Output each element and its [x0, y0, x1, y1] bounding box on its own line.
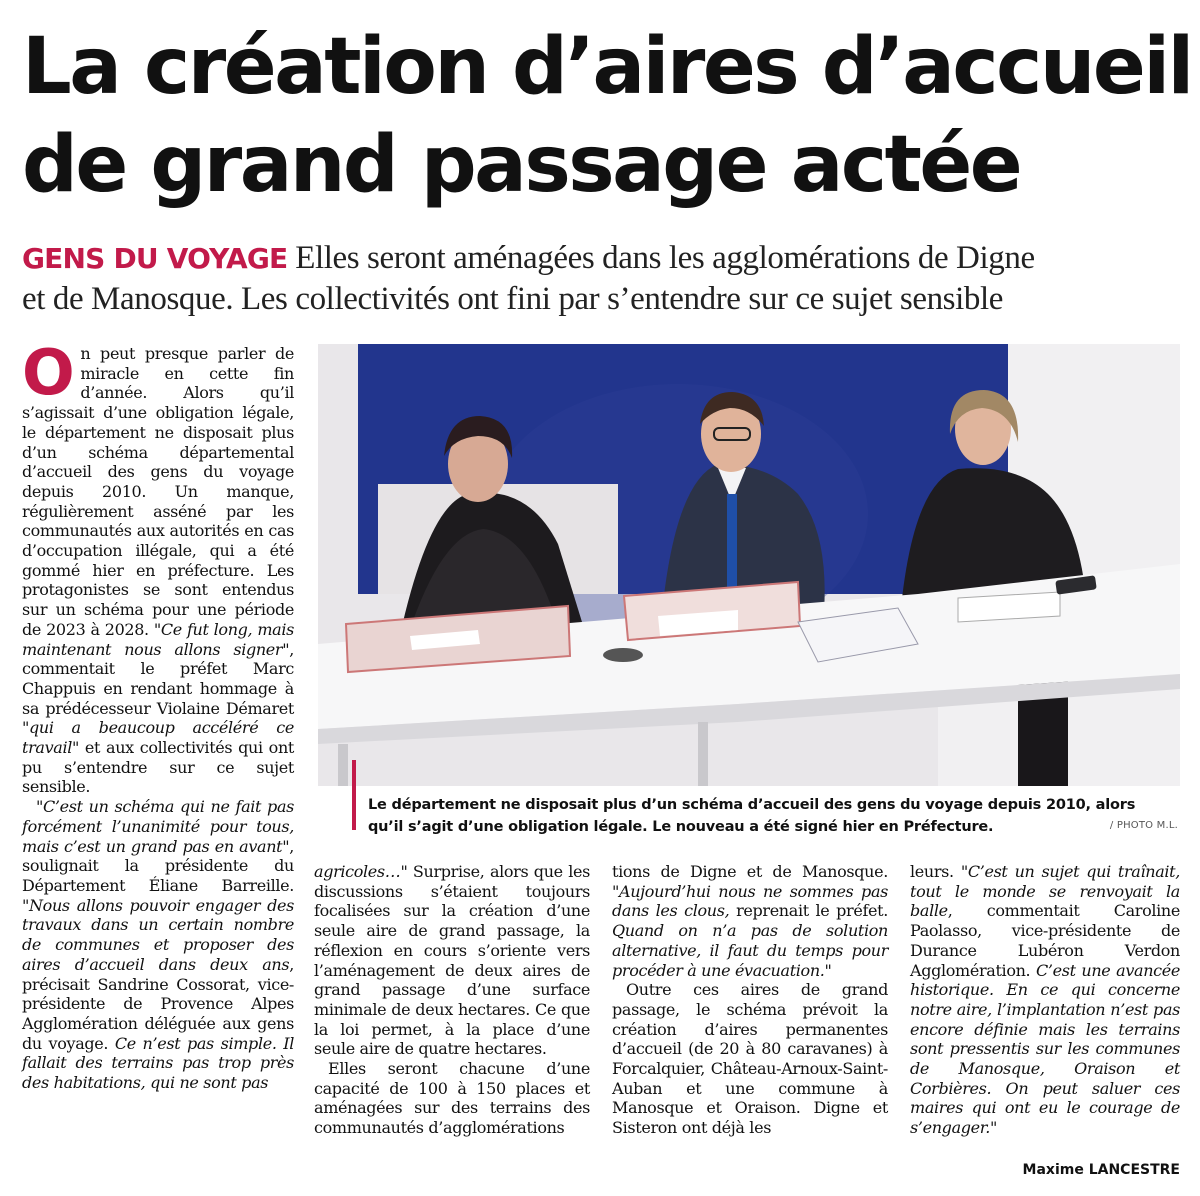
paragraph: Elles seront chacune d’une capacité de 100 à 150 places et aménagées sur des terrains des communautés d’agglomérations: [314, 1059, 590, 1138]
photo-credit: / PHOTO M.L.: [1109, 820, 1178, 831]
paragraph: agricoles…" Surprise, alors que les discussions s’étaient toujours focalisées sur la création d’une seule aire de grand passage, la réflexion en cours s’oriente vers l’aménagement de deux aires de grand passage d’une surface minimale de deux hectares. Ce que la loi permet, à la place d’une seule aire de quatre hectares.: [314, 862, 590, 1059]
article-column-3: [612, 862, 888, 1138]
headline: [22, 18, 1192, 214]
standfirst-line-1: [22, 238, 1182, 279]
byline: Maxime LANCESTRE: [1022, 1162, 1180, 1178]
paragraph: Outre ces aires de grand passage, le schéma prévoit la création d’aires permanentes d’accueil (de 20 à 80 caravanes) à Forcalquier, Château-Arnoux-Saint-Auban et une commune à Manosque et Oraison. Digne et Sisteron ont déjà les: [612, 980, 888, 1138]
headline-line-1: La création d’aires d’accueil: [22, 22, 1192, 112]
standfirst-line-2: et de Manosque. Les collectivités ont fini par s’entendre sur ce sujet sensible: [22, 281, 1004, 317]
signing-photo: [318, 344, 1180, 786]
headline-line-2: de grand passage actée: [22, 120, 1021, 210]
standfirst-text-1: Elles seront aménagées dans les agglomérations de Digne: [287, 240, 1035, 276]
paragraph: tions de Digne et de Manosque. "Aujourd’hui nous ne sommes pas dans les clous, reprenait le préfet. Quand on n’a pas de solution alternative, il faut du temps pour procéder à une évacuation.": [612, 862, 888, 980]
kicker: GENS DU VOYAGE: [22, 242, 288, 275]
paragraph: leurs. "C’est un sujet qui traînait, tout le monde se renvoyait la balle, commentait Caroline Paolasso, vice-présidente de Durance Lubéron Verdon Agglomération. C’est une avancée historique. En ce qui concerne notre aire, l’implantation n’est pas encore définie mais les terrains sont pressentis sur les communes de Manosque, Oraison et Corbières. On peut saluer ces maires qui ont eu le courage de s’engager.": [910, 862, 1180, 1138]
photo-caption: Le département ne disposait plus d’un schéma d’accueil des gens du voyage depuis 2010, alors qu’il s’agit d’une obligation légale. Le nouveau a été signé hier en Préfecture.: [368, 797, 1136, 835]
article-column-2: [314, 862, 590, 1138]
paragraph: "C’est un schéma qui ne fait pas forcément l’unanimité pour tous, mais c’est un grand pas en avant", soulignait la présidente du Département Éliane Barreille. "Nous allons pouvoir engager des travaux dans un certain nombre de communes et proposer des aires d’accueil dans deux ans, précisait Sandrine Cossorat, vice-présidente de Provence Alpes Agglomération déléguée aux gens du voyage. Ce n’est pas simple. Il fallait des terrains pas trop près des habitations, qui ne sont pas: [22, 797, 294, 1093]
caption-accent-bar: [352, 760, 356, 830]
article-column-1: [22, 336, 294, 1093]
paragraph: On peut presque parler de miracle en cette fin d’année. Alors qu’il s’agissait d’une obligation légale, le département ne disposait plus d’un schéma départemental d’accueil des gens du voyage depuis 2010. Un manque, régulièrement asséné par les communautés aux autorités en cas d’occupation illégale, qui a été gommé hier en préfecture. Les protagonistes se sont entendus sur un schéma pour une période de 2023 à 2028. "Ce fut long, mais maintenant nous allons signer", commentait le préfet Marc Chappuis en rendant hommage à sa prédécesseur Violaine Démaret "qui a beaucoup accéléré ce travail" et aux collectivités qui ont pu s’entendre sur ce sujet sensible.: [22, 336, 294, 797]
drop-cap: O: [22, 336, 75, 409]
article-column-4: [910, 862, 1180, 1138]
signing-photo-illustration: [318, 344, 1180, 786]
standfirst: [22, 238, 1182, 319]
